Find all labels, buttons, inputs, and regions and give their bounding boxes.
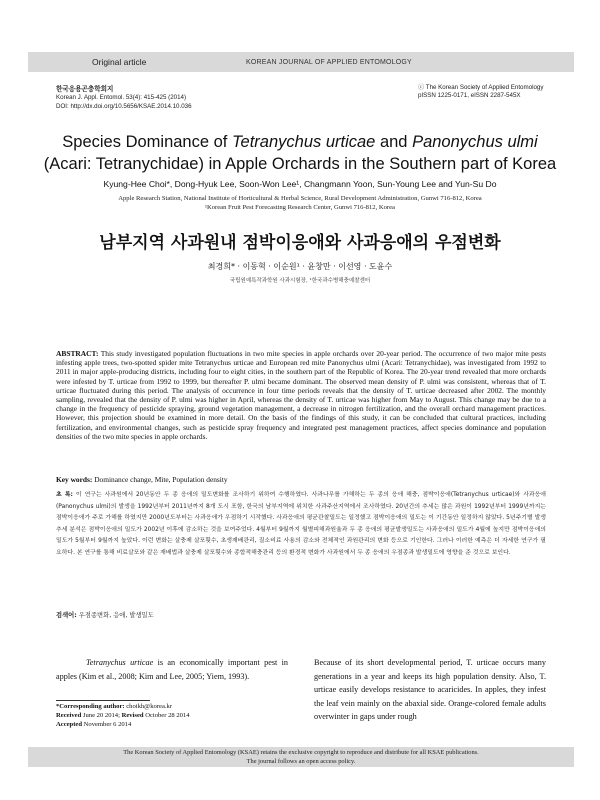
corresponding-email: choikh@korea.kr <box>124 703 173 710</box>
kr-abstract-text: 이 연구는 사과원에서 20년동안 두 종 응애의 밀도변화를 조사하기 위하여 수행하였다. 사과나무를 가해하는 두 종의 응애 해충, 점박이응애(Tetranychus urticae)와 사과응애(Panonychus ulmi)의 발생을 1992년부터 2011년까지 8개 도시 포함, 한국의 남부지역에 위치한 사과주산지역에서 조사하였다. 20년간의 추세는 많은 과원이 1992년부터 1999년까지는 점박이응애가 주로 가해를 하였지만 2000년도부터는 사과응애가 우점하기 시작했다. 사과응애의 평균관찰밀도는 일정했고 점박이응애의 밀도는 이 기간동안 일정하지 않았다. 5년주기별 발생추세 분석은 점박이응애의 밀도가 2002년 이후에 감소하는 것을 보여주었다. 4월부터 9월까지 월별피해과원율과 두 종 응애의 평균발생밀도는 사과응애의 밀도가 4월에 높지만 점박이응애의 밀도가 5월부터 9월까지 높았다. 이런 변화는 살충제 살포횟수, 초생재배관리, 질소비료 사용의 감소와 전체적인 과원관리의 변화 등으로 기인한다. 그러나 이러한 예측은 더 자세한 연구가 필요하다. 본 연구를 통해 비료살포와 같은 재배법과 살충제 살포횟수와 종합적해충관리 등의 환경적 변화가 사과원에서 두 종 응애의 우점종과 발생밀도에 영향을 준 것으로 보인다. <box>56 492 546 556</box>
kr-keywords-label: 검색어: <box>56 612 77 619</box>
copyright-block <box>418 84 548 101</box>
title-line-1 <box>20 131 580 153</box>
doi-line: DOI: http://dx.doi.org/10.5656/KSAE.2014.10.036 <box>56 102 192 110</box>
intro-species: Tetranychus urticae <box>86 658 154 667</box>
english-title <box>20 131 580 175</box>
footer-line-2: The journal follows an open access policy. <box>246 757 356 765</box>
affiliation-english <box>20 194 580 212</box>
title-text: and <box>375 133 413 151</box>
body-column-left <box>56 656 288 683</box>
kr-abstract-label: 초 록: <box>56 492 73 498</box>
authors-english: Kyung-Hee Choi*, Dong-Hyuk Lee, Soon-Won Lee¹, Changmann Yoon, Sun-Young Lee and Yun-Su Do <box>103 179 497 189</box>
authors-korean: 최경희* · 이동혁 · 이순원¹ · 윤창만 · 이선영 · 도윤수 <box>207 262 393 271</box>
body-column-right <box>314 656 546 724</box>
intro-paragraph <box>56 656 288 683</box>
issn-line: pISSN 1225-0171, eISSN 2287-545X <box>418 92 521 100</box>
received-label: Received <box>56 712 82 719</box>
corresponding-author <box>56 702 288 711</box>
korean-journal-title: 한국응용곤충학회지 <box>56 86 114 93</box>
accepted-line <box>56 720 288 729</box>
korean-title: 남부지역 사과원내 점박이응애와 사과응애의 우점변화 <box>99 233 501 253</box>
abstract-korean <box>56 490 546 560</box>
title-species-1: Tetranychus urticae <box>231 133 376 151</box>
copyright-footer <box>28 747 574 767</box>
citation-block <box>56 86 192 111</box>
affiliation-korean: 국립원예특작과학원 사과시험장, ¹한국과수병해충예찰센터 <box>229 278 371 284</box>
intro-text: is an economically important pest in apples (Kim et al., 2008; Kim and Lee, 2005; Yiem, 1993). <box>56 658 288 681</box>
keywords-english <box>56 475 546 484</box>
keywords-label: Key words: <box>56 475 93 484</box>
title-species-2: Panonychus ulmi <box>412 133 538 151</box>
footer-line-1: The Korean Society of Applied Entomology (KSAE) retains the exclusive copyright to reproduce and distribute for all KSAE publications. <box>123 749 479 756</box>
footnote-rule <box>56 700 150 701</box>
kr-keywords-text: 우점종변화, 응애, 발생밀도 <box>76 612 154 619</box>
corresponding-label: *Corresponding author: <box>56 703 125 710</box>
dates-line <box>56 711 288 720</box>
body-paragraph: Because of its short developmental period, T. urticae occurs many generations in a year and keeps its high population density. Also, T. urticae easily develops resistance to acaricides. In apples, they infest the leaf vein mainly on the abaxial side. Orange-colored female adults overwinter in gaps under rough <box>314 658 546 721</box>
abstract-text: This study investigated population fluctuations in two mite species in apple orchards over 20-year period. The occurrence of two major mite pests infesting apple trees, two-spotted spider mite Tetranychus urticae and European red mite Panonychus ulmi (Acari: Tetranychidae), was investigated from 1992 to 2011 in major apple-producing districts, including four to eight cities, in the southern part of the Republic of Korea. The 20-year trend revealed that more orchards were infested by T. urticae from 1992 to 1999, but thereafter P. ulmi became dominant. The observed mean density of P. ulmi was consistent, whereas that of T. urticae fluctuated during this period. The analysis of occurrence in four time periods reveals that the density of T. urticae decreased after 2002. The monthly sampling, revealed that the density of P. ulmi was higher in April, whereas the density of T. urticae was higher from May to August. This change may be due to a change in the frequency of pesticide spraying, ground vegetation management, a decrease in nitrogen fertilization, and the overall orchard management practices. However, this projection should be examined in more detail. On the basis of the findings of this study, it can be concluded that cultural practices, including fertilization, and environmental changes, such as pesticide spray frequency and integrated pest management practices, affect species dominance and population densities of the two mite species in apple orchards. <box>56 349 546 441</box>
received-date: June 20 2014; <box>81 712 122 719</box>
accepted-date: November 6 2014 <box>82 721 132 728</box>
abstract-english <box>56 349 546 441</box>
footnote-block <box>56 702 288 729</box>
title-line-2: (Acari: Tetranychidae) in Apple Orchards in the Southern part of Korea <box>43 155 557 173</box>
keywords-korean <box>56 610 546 619</box>
affiliation-line-1: Apple Research Station, National Institute of Horticultural & Herbal Science, Rural Development Administration, Gunwi 716-812, Korea <box>118 195 482 202</box>
citation-line: Korean J. Appl. Entomol. 53(4): 415-425 (2014) <box>56 94 187 102</box>
affiliation-line-2: ¹Korean Fruit Pest Forecasting Research Center, Gunwi 716-812, Korea <box>205 204 395 211</box>
journal-header-bar <box>28 52 574 72</box>
title-text: Species Dominance of <box>62 133 232 151</box>
revised-label: Revised <box>121 712 144 719</box>
article-type-label: Original article <box>92 57 147 67</box>
accepted-label: Accepted <box>56 721 82 728</box>
abstract-label: ABSTRACT: <box>56 349 99 358</box>
journal-name: KOREAN JOURNAL OF APPLIED ENTOMOLOGY <box>246 58 412 66</box>
revised-date: October 28 2014 <box>143 712 190 719</box>
keywords-text: Dominance change, Mite, Population density <box>92 475 228 484</box>
copyright-line: ⓒ The Korean Society of Applied Entomology <box>418 84 544 91</box>
